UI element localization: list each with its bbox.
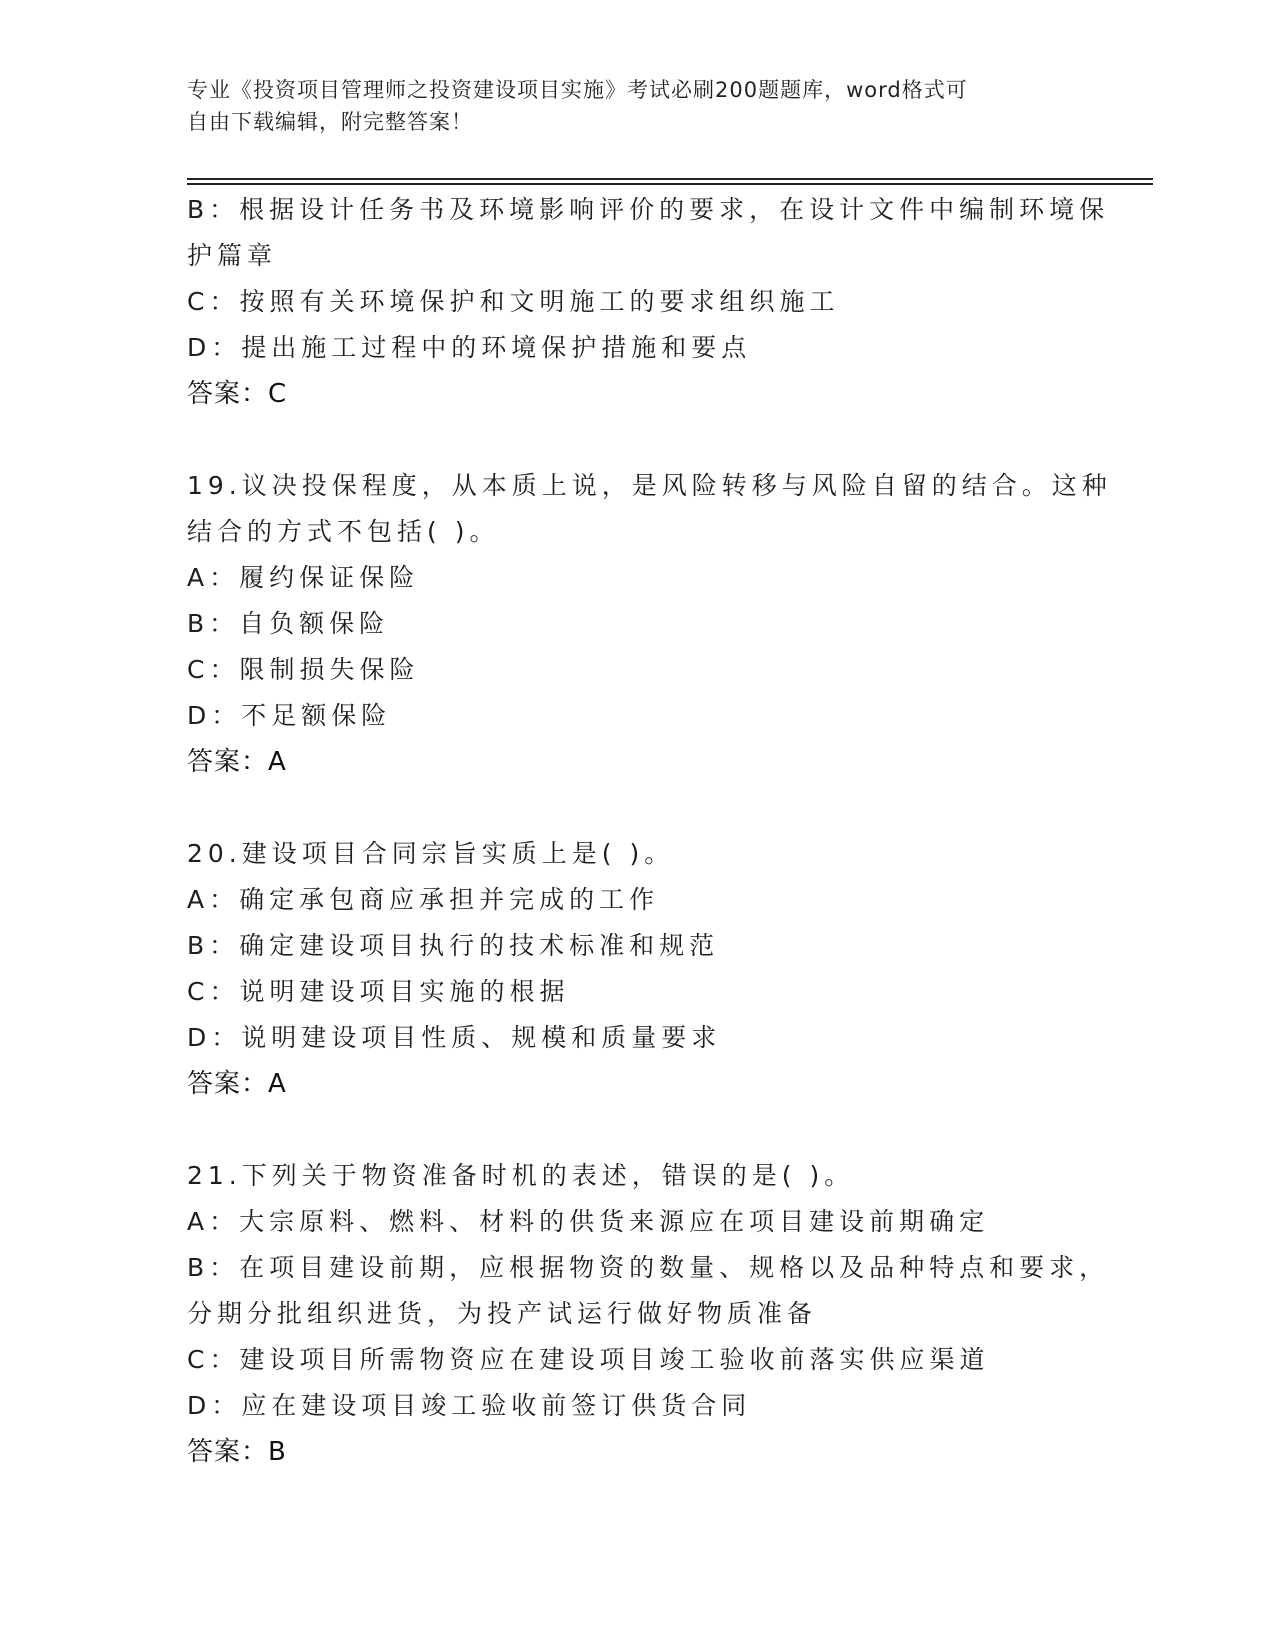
option-b: B：自负额保险 <box>187 609 390 638</box>
question-21 <box>187 1153 1110 1475</box>
question-stem: 20.建设项目合同宗旨实质上是( )。 <box>187 839 675 868</box>
page-header <box>187 74 1087 138</box>
option-b: B：确定建设项目执行的技术标准和规范 <box>187 931 720 960</box>
question-content <box>187 187 1112 1475</box>
answer: 答案：A <box>187 747 287 777</box>
option-c: C：按照有关环境保护和文明施工的要求组织施工 <box>187 287 840 316</box>
answer: 答案：C <box>187 379 288 409</box>
answer: 答案：A <box>187 1069 287 1099</box>
option-a: A：确定承包商应承担并完成的工作 <box>187 885 660 914</box>
option-d: D：应在建设项目竣工验收前签订供货合同 <box>187 1391 752 1420</box>
spacer <box>187 785 1087 831</box>
option-d: D：提出施工过程中的环境保护措施和要点 <box>187 333 752 362</box>
header-divider-bottom <box>187 183 1153 185</box>
option-c: C：建设项目所需物资应在建设项目竣工验收前落实供应渠道 <box>187 1345 990 1374</box>
option-c: C：限制损失保险 <box>187 655 420 684</box>
option-b-continued: 分期分批组织进货，为投产试运行做好物质准备 <box>187 1299 818 1328</box>
option-a: A：大宗原料、燃料、材料的供货来源应在项目建设前期确定 <box>187 1207 990 1236</box>
header-line-1: 专业《投资项目管理师之投资建设项目实施》考试必刷200题题库，word格式可 <box>187 78 968 102</box>
option-d: D：说明建设项目性质、规模和质量要求 <box>187 1023 722 1052</box>
question-stem: 19.议决投保程度，从本质上说，是风险转移与风险自留的结合。这种 <box>187 471 1112 500</box>
answer: 答案：B <box>187 1437 287 1467</box>
question-stem-continued: 结合的方式不包括( )。 <box>187 517 500 546</box>
spacer <box>187 1107 1087 1153</box>
option-a: A：履约保证保险 <box>187 563 420 592</box>
option-d: D：不足额保险 <box>187 701 392 730</box>
question-18-tail <box>187 187 1110 417</box>
question-19 <box>187 463 1112 785</box>
option-c: C：说明建设项目实施的根据 <box>187 977 570 1006</box>
option-b-continued: 护篇章 <box>187 241 278 270</box>
question-stem: 21.下列关于物资准备时机的表述，错误的是( )。 <box>187 1161 855 1190</box>
option-b: B：在项目建设前期，应根据物资的数量、规格以及品种特点和要求， <box>187 1253 1110 1282</box>
question-20 <box>187 831 1087 1107</box>
spacer <box>187 417 1087 463</box>
header-divider-top <box>187 178 1153 180</box>
header-line-2: 自由下载编辑，附完整答案！ <box>187 110 473 134</box>
option-b: B：根据设计任务书及环境影响评价的要求，在设计文件中编制环境保 <box>187 195 1110 224</box>
